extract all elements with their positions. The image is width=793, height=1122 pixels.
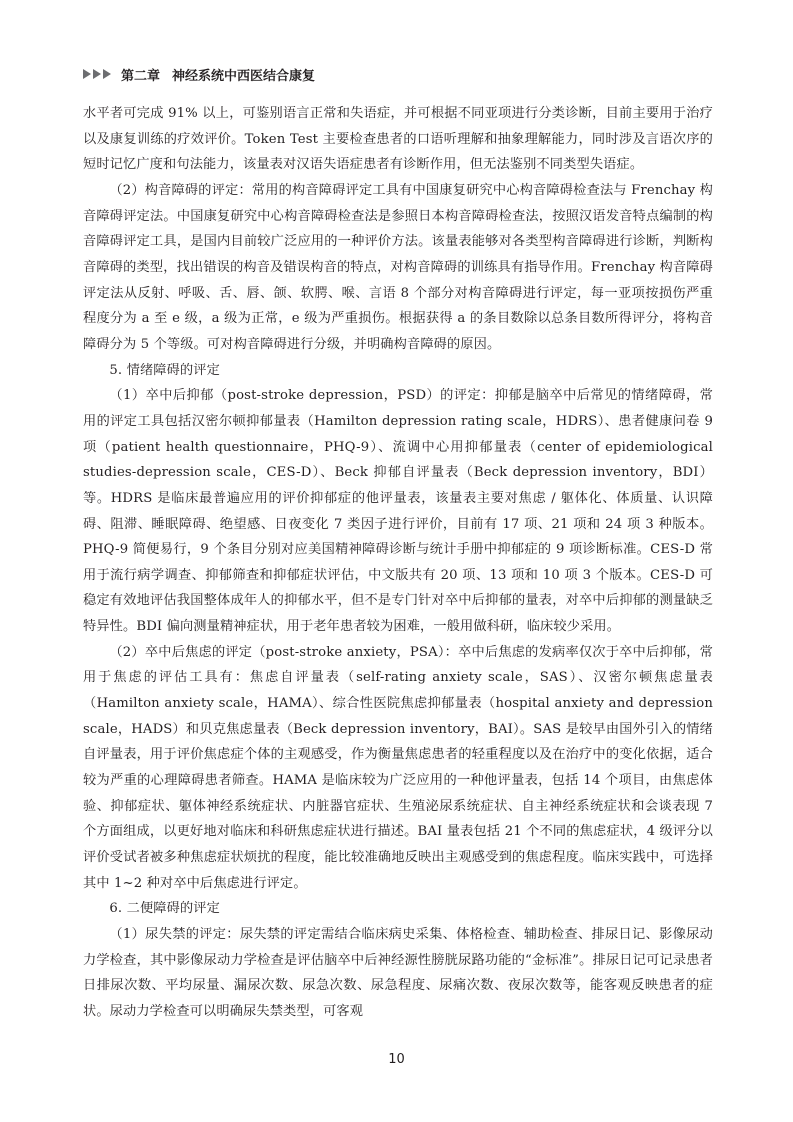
chapter-title: 神经系统中西医结合康复	[172, 68, 316, 84]
chapter-label: 第二章	[121, 68, 161, 84]
section-heading-emotion: 5. 情绪障碍的评定	[109, 362, 220, 378]
body-text	[83, 101, 713, 1025]
page-number: 10	[388, 1052, 405, 1067]
triangle-arrows-icon	[83, 69, 113, 79]
paragraph-psd: （1）卒中后抑郁（post-stroke depression，PSD）的评定：抑郁是脑卒中后常见的情绪障碍，常用的评定工具包括汉密尔顿抑郁量表（Hamilton depression rating scale，HDRS）、患者健康问卷 9 项（patient health questionnaire，PHQ-9）、流调中心用抑郁量表（center of epidemiological studies-depression scale，CES-D）、Beck 抑郁自评量表（Beck depression inventory，BDI）等。HDRS 是临床最普遍应用的评价抑郁症的他评量表，该量表主要对焦虑 / 躯体化、体质量、认识障碍、阻滞、睡眠障碍、绝望感、日夜变化 7 类因子进行评价，目前有 17 项、21 项和 24 项 3 种版本。PHQ-9 简便易行，9 个条目分别对应美国精神障碍诊断与统计手册中抑郁症的 9 项诊断标准。CES-D 常用于流行病学调查、抑郁筛查和抑郁症状评估，中文版共有 20 项、13 项和 10 项 3 个版本。CES-D 可稳定有效地评估我国整体成年人的抑郁水平，但不是专门针对卒中后抑郁的量表，对卒中后抑郁的测量缺乏特异性。BDI 偏向测量精神症状，用于老年患者较为困难，一般用做科研，临床较少采用。	[83, 388, 713, 635]
section-heading-bowel-bladder: 6. 二便障碍的评定	[109, 901, 220, 917]
paragraph-dysarthria: （2）构音障碍的评定：常用的构音障碍评定工具有中国康复研究中心构音障碍检查法与 Frenchay 构音障碍评定法。中国康复研究中心构音障碍检查法是参照日本构音障碍检查法，按照汉语发音特点编制的构音障碍评定工具，是国内目前较广泛应用的一种评价方法。该量表能够对各类型构音障碍进行诊断，判断构音障碍的类型，找出错误的构音及错误构音的特点，对构音障碍的训练具有指导作用。Frenchay 构音障碍评定法从反射、呼吸、舌、唇、颌、软腭、喉、言语 8 个部分对构音障碍进行评定，每一亚项按损伤严重程度分为 a 至 e 级，a 级为正常，e 级为严重损伤。根据获得 a 的条目数除以总条目数所得评分，将构音障碍分为 5 个等级。可对构音障碍进行分级，并明确构音障碍的原因。	[83, 182, 713, 352]
running-header	[83, 63, 315, 85]
paragraph-incontinence: （1）尿失禁的评定：尿失禁的评定需结合临床病史采集、体格检查、辅助检查、排尿日记、影像尿动力学检查，其中影像尿动力学检查是评估脑卒中后神经源性膀胱尿路功能的“金标准”。排尿日记可记录患者日排尿次数、平均尿量、漏尿次数、尿急次数、尿急程度、尿痛次数、夜尿次数等，能客观反映患者的症状。尿动力学检查可以明确尿失禁类型，可客观	[83, 927, 713, 1019]
paragraph-psa: （2）卒中后焦虑的评定（post-stroke anxiety，PSA）：卒中后焦虑的发病率仅次于卒中后抑郁，常用于焦虑的评估工具有：焦虑自评量表（self-rating anxiety scale，SAS）、汉密尔顿焦虑量表（Hamilton anxiety scale，HAMA）、综合性医院焦虑抑郁量表（hospital anxiety and depression scale，HADS）和贝克焦虑量表（Beck depression inventory，BAI）。SAS 是较早由国外引入的情绪自评量表，用于评价焦虑症个体的主观感受，作为衡量焦虑患者的轻重程度以及在治疗中的变化依据，适合较为严重的心理障碍患者筛查。HAMA 是临床较为广泛应用的一种他评量表，包括 14 个项目，由焦虑体验、抑郁症状、躯体神经系统症状、内脏器官症状、生殖泌尿系统症状、自主神经系统症状和会谈表现 7 个方面组成，以更好地对临床和科研焦虑症状进行描述。BAI 量表包括 21 个不同的焦虑症状，4 级评分以评价受试者被多种焦虑症状烦扰的程度，能比较准确地反映出主观感受到的焦虑程度。临床实践中，可选择其中 1~2 种对卒中后焦虑进行评定。	[83, 644, 713, 891]
paragraph-continued: 水平者可完成 91% 以上，可鉴别语言正常和失语症，并可根据不同亚项进行分类诊断，目前主要用于治疗以及康复训练的疗效评价。Token Test 主要检查患者的口语听理解和抽象理解能力，同时涉及言语次序的短时记忆广度和句法能力，该量表对汉语失语症患者有诊断作用，但无法鉴别不同类型失语症。	[83, 106, 713, 173]
